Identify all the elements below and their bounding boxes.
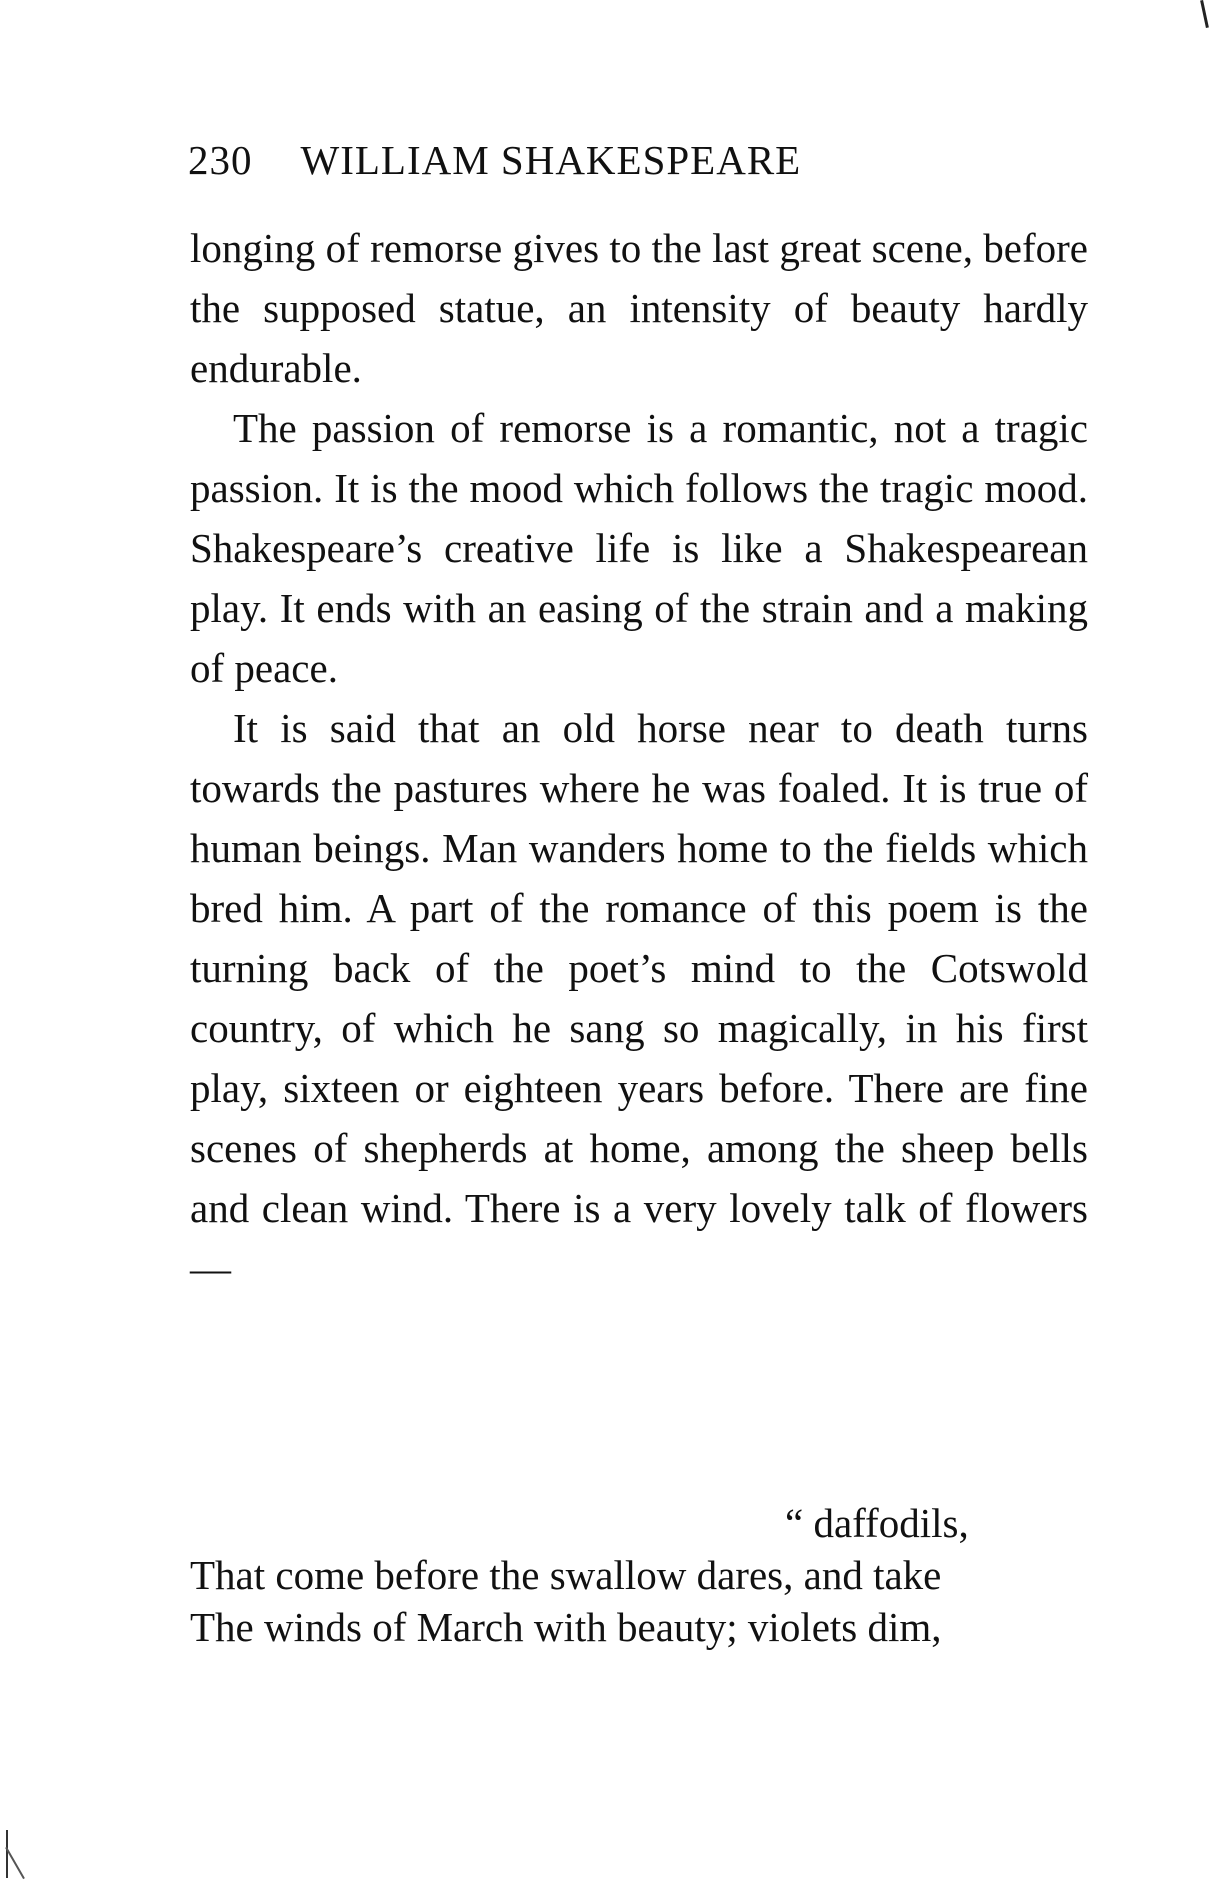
scan-artifact — [1200, 0, 1209, 28]
scan-artifact — [5, 1847, 25, 1879]
running-title: WILLIAM SHAKESPEARE — [300, 137, 802, 183]
verse-line: That come before the swallow dares, and take — [190, 1552, 942, 1598]
verse-line: The winds of March with beauty; violets dim, — [190, 1604, 942, 1650]
body-text — [190, 218, 1088, 1298]
paragraph-remorse: The passion of remorse is a romantic, not a tragic passion. It is the mood which follows the tragic mood. Shakespeare’s creative life is like a Shakespearean play. It ends with an easing of the strain and a making of peace. — [190, 405, 1088, 691]
paragraph-old-horse: It is said that an old horse near to death turns towards the pastures where he was foaled. It is true of human beings. Man wanders home to the fields which bred him. A part of the romance of this poem is the turning back of the poet’s mind to the Cotswold country, of which he sang so magically, in his first play, sixteen or eighteen years before. There are fine scenes of shepherds at home, among the sheep bells and clean wind. There is a very lovely talk of flowers— — [190, 705, 1088, 1291]
paragraph-continuation: longing of remorse gives to the last great scene, before the supposed statue, an intensity of beauty hardly endurable. — [190, 225, 1088, 391]
page-number: 230 — [188, 137, 253, 183]
running-head — [188, 136, 801, 184]
verse-line: “ daffodils, — [785, 1500, 969, 1546]
verse-quotation — [190, 1497, 1088, 1653]
